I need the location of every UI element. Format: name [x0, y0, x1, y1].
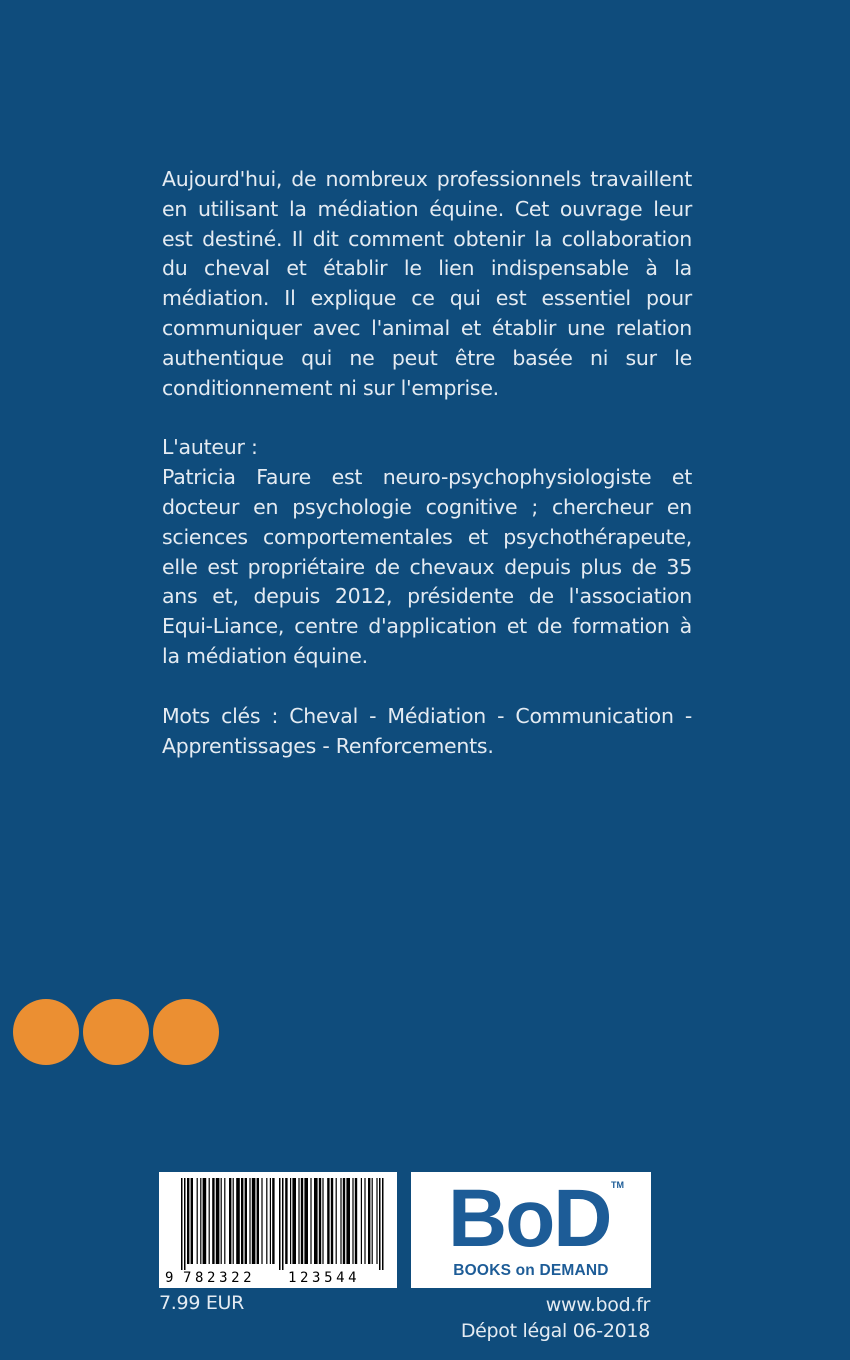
publisher-tagline: BOOKS on DEMAND: [453, 1262, 609, 1279]
barcode-icon: [159, 1172, 397, 1288]
isbn-digits-right: 123544: [288, 1270, 361, 1286]
isbn-digit-lead: 9: [165, 1270, 174, 1286]
blurb-paragraph: Aujourd'hui, de nombreux professionnels travaillent en utilisant la médiation équine. Cet ouvrage leur est destiné. Il dit comment obtenir la collaboration du cheval et établir le lien indispensable à la médiation. Il explique ce qui est essentiel pour communiquer avec l'animal et établir une relation authentique qui ne peut être basée ni sur le conditionnement ni sur l'emprise.: [162, 167, 692, 400]
price-label: 7.99 EUR: [159, 1292, 245, 1314]
legal-deposit: Dépot légal 06-2018: [460, 1320, 650, 1342]
keywords-line: Mots clés : Cheval - Médiation - Communication - Apprentissages - Renforcements.: [162, 703, 692, 758]
orange-dot: [13, 999, 79, 1065]
publisher-website: www.bod.fr: [545, 1294, 650, 1316]
isbn-barcode: [159, 1172, 397, 1288]
bod-logo: BoD: [448, 1173, 611, 1264]
back-cover-text: [162, 165, 692, 761]
isbn-digits-left: 782322: [183, 1270, 256, 1286]
author-bio: Patricia Faure est neuro-psychophysiologiste et docteur en psychologie cognitive ; chercheur en sciences comportementales et psychothérapeute, elle est propriétaire de chevaux depuis plus de 35 ans et, depuis 2012, présidente de l'association Equi-Liance, centre d'application et de formation à la médiation équine.: [162, 465, 692, 668]
publisher-logo-box: [411, 1172, 651, 1288]
orange-dot: [83, 999, 149, 1065]
publisher-footer: [461, 1292, 650, 1344]
author-heading: L'auteur :: [162, 435, 258, 460]
trademark-mark: TM: [611, 1180, 624, 1190]
orange-dot: [153, 999, 219, 1065]
